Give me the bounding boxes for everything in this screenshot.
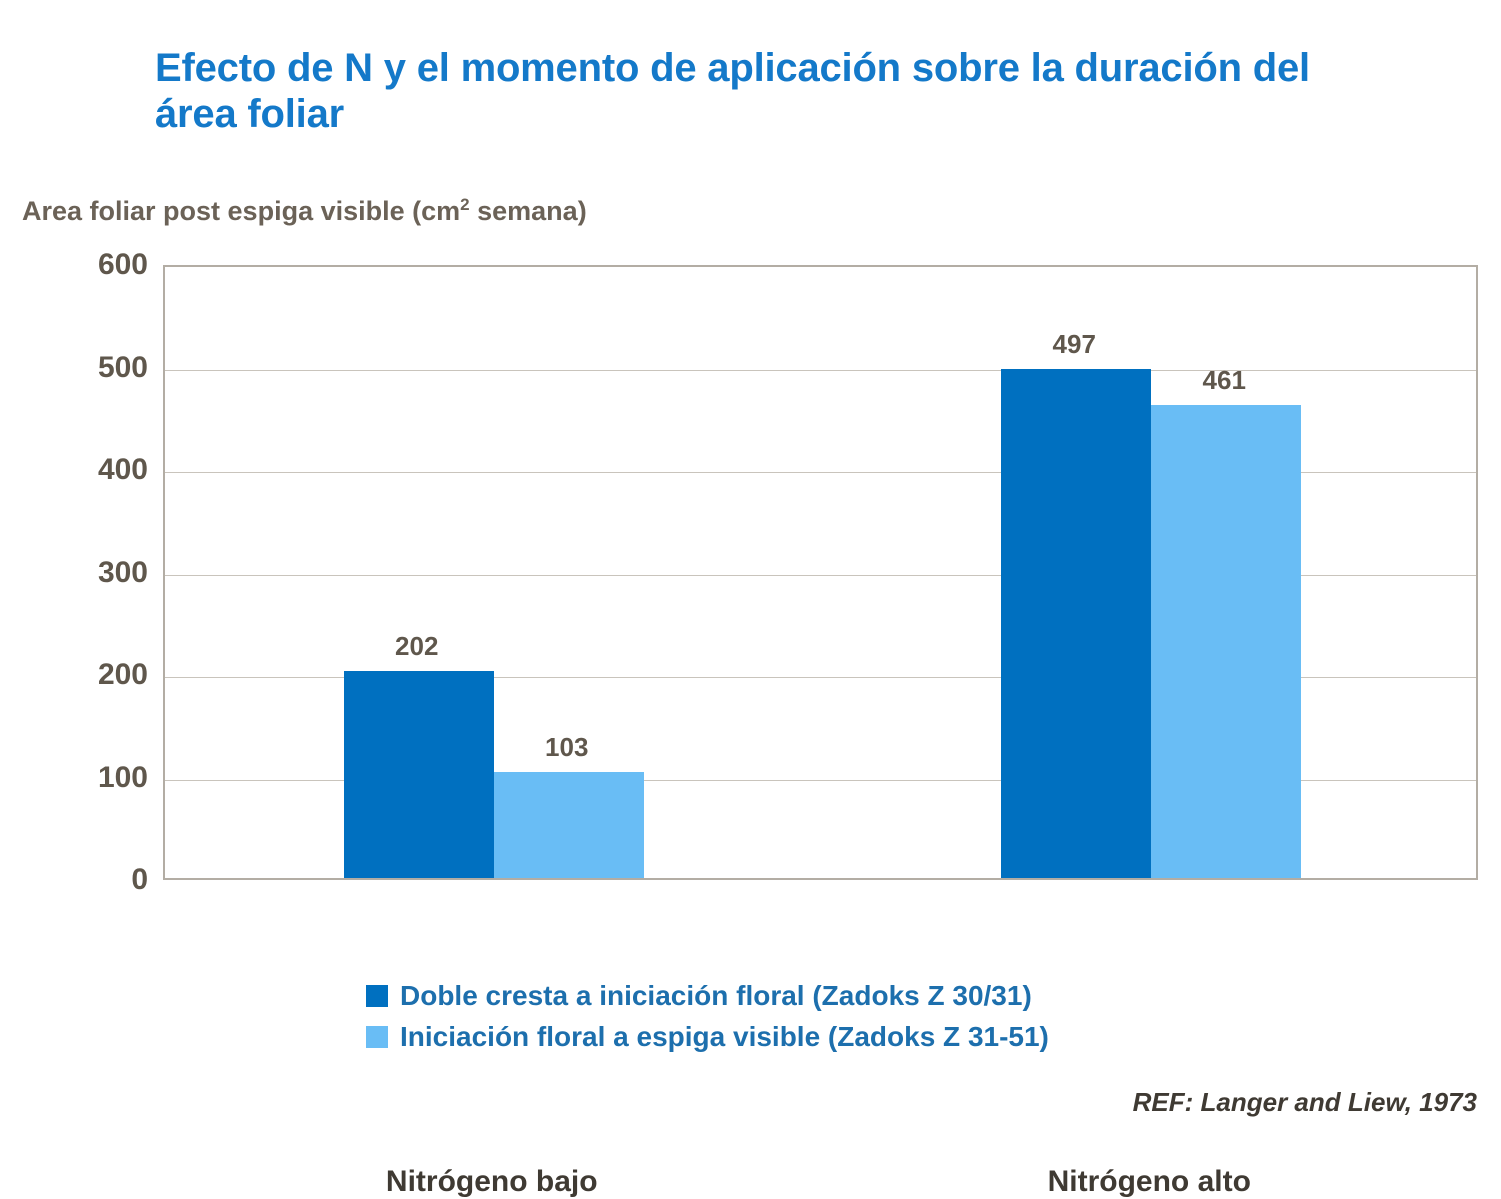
y-axis-tick-label: 200 — [97, 658, 148, 691]
y-axis-tick-label: 500 — [97, 350, 148, 384]
y-axis-tick-label: 400 — [97, 453, 148, 486]
legend-label: Doble cresta a iniciación floral (Zadoks Z 30/31) — [400, 980, 1032, 1011]
bar — [494, 772, 644, 878]
legend-item[interactable] — [366, 980, 1266, 1012]
bar — [1151, 405, 1301, 878]
y-axis-tick-label: 100 — [97, 760, 148, 794]
bar-value-label: 202 — [395, 630, 439, 661]
slide-title: Efecto de N y el momento de aplicación sobre la duración del área foliar — [155, 46, 1310, 137]
category-label: Nitrógeno bajo — [385, 1165, 598, 1198]
category-label: Nitrógeno alto — [1047, 1165, 1251, 1198]
y-axis-tick-label: 0 — [131, 863, 148, 896]
y-axis-title-superscript: 2 — [460, 195, 470, 214]
legend-label: Iniciación floral a espiga visible (Zadoks Z 31-51) — [400, 1021, 1049, 1052]
bar-value-label: 461 — [1202, 365, 1246, 396]
y-axis-title-main: Area foliar post espiga visible (cm — [22, 196, 461, 226]
y-axis-title — [22, 196, 587, 227]
bar — [1001, 369, 1151, 878]
chart-legend — [366, 980, 1266, 1062]
bar — [344, 671, 494, 878]
chart-plot-area — [163, 265, 1478, 880]
legend-swatch-icon — [366, 985, 388, 1007]
bar-value-label: 497 — [1052, 328, 1096, 359]
y-axis-tick-label: 300 — [97, 555, 148, 589]
legend-swatch-icon — [366, 1026, 388, 1048]
y-axis-tick-label: 600 — [97, 248, 148, 281]
chart-reference: REF: Langer and Liew, 1973 — [1132, 1087, 1477, 1117]
bar-value-label: 103 — [545, 732, 589, 763]
y-axis-title-tail: semana) — [469, 196, 587, 226]
legend-item[interactable] — [366, 1021, 1266, 1053]
